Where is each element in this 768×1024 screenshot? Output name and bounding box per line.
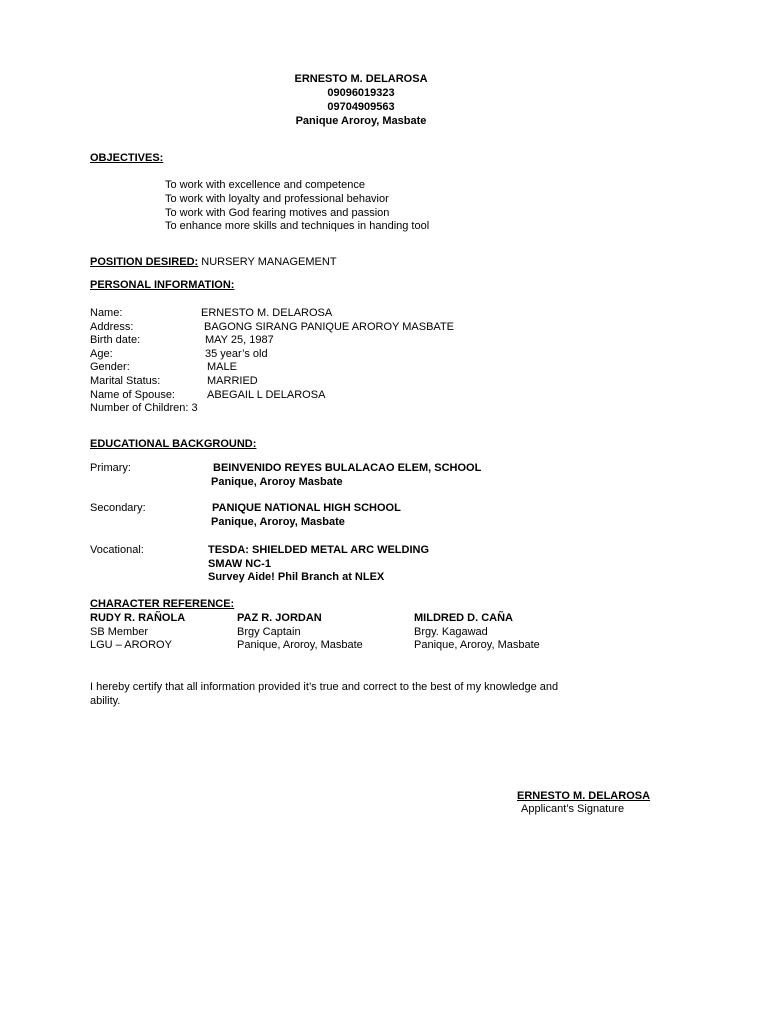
- field-value: MARRIED: [207, 375, 258, 387]
- phone-number-1: 09096019323: [327, 87, 395, 99]
- field-label: Name:: [90, 307, 123, 319]
- field-label: Marital Status:: [90, 375, 161, 387]
- field-value: 35 year’s old: [205, 348, 268, 360]
- personal-info-heading: PERSONAL INFORMATION:: [90, 279, 235, 291]
- field-label: Age:: [90, 348, 113, 360]
- field-value: ERNESTO M. DELAROSA: [201, 307, 333, 319]
- objective-item: To work with excellence and competence: [165, 179, 365, 191]
- signature-caption: Applicant’s Signature: [521, 803, 625, 815]
- objective-item: To work with loyalty and professional behavior: [165, 193, 389, 205]
- phone-number-2: 09704909563: [327, 101, 395, 113]
- position-value: NURSERY MANAGEMENT: [201, 256, 337, 268]
- secondary-school: PANIQUE NATIONAL HIGH SCHOOL: [212, 502, 401, 514]
- position-label: POSITION DESIRED:: [90, 256, 199, 268]
- applicant-name: ERNESTO M. DELAROSA: [294, 73, 428, 85]
- signature-name: ERNESTO M. DELAROSA: [517, 790, 651, 802]
- field-value: MALE: [207, 361, 237, 373]
- field-label: Address:: [90, 321, 134, 333]
- reference-title: Brgy. Kagawad: [414, 626, 488, 638]
- secondary-label: Secondary:: [90, 502, 146, 514]
- objective-item: To enhance more skills and techniques in handing tool: [165, 220, 430, 232]
- reference-name: RUDY R. RAÑOLA: [90, 612, 186, 624]
- children-count: Number of Children: 3: [90, 402, 198, 414]
- field-value: MAY 25, 1987: [205, 334, 274, 346]
- primary-school: BEINVENIDO REYES BULALACAO ELEM, SCHOOL: [213, 462, 482, 474]
- reference-name: PAZ R. JORDAN: [237, 612, 322, 624]
- reference-title: SB Member: [90, 626, 149, 638]
- reference-place: LGU – AROROY: [90, 639, 172, 651]
- vocational-line: SMAW NC-1: [208, 558, 271, 570]
- resume-header: [0, 72, 722, 128]
- position-desired: [90, 255, 337, 269]
- vocational-line: Survey Aide! Phil Branch at NLEX: [208, 571, 385, 583]
- vocational-line: TESDA: SHIELDED METAL ARC WELDING: [208, 544, 430, 556]
- field-label: Gender:: [90, 361, 130, 373]
- reference-name: MILDRED D. CAÑA: [414, 612, 513, 624]
- objectives-heading: OBJECTIVES:: [90, 152, 164, 164]
- certification-line: I hereby certify that all information provided it’s true and correct to the best of my knowledge and: [90, 681, 559, 693]
- field-value: BAGONG SIRANG PANIQUE AROROY MASBATE: [204, 321, 454, 333]
- primary-label: Primary:: [90, 462, 131, 474]
- objective-item: To work with God fearing motives and passion: [165, 207, 390, 219]
- secondary-place: Panique, Aroroy, Masbate: [211, 516, 345, 528]
- vocational-label: Vocational:: [90, 544, 144, 556]
- certification-line: ability.: [90, 695, 121, 707]
- field-label: Name of Spouse:: [90, 389, 175, 401]
- reference-place: Panique, Aroroy, Masbate: [414, 639, 540, 651]
- field-value: ABEGAIL L DELAROSA: [207, 389, 326, 401]
- reference-place: Panique, Aroroy, Masbate: [237, 639, 363, 651]
- reference-heading: CHARACTER REFERENCE:: [90, 598, 235, 610]
- primary-place: Panique, Aroroy Masbate: [211, 476, 343, 488]
- field-label: Birth date:: [90, 334, 141, 346]
- reference-title: Brgy Captain: [237, 626, 301, 638]
- education-heading: EDUCATIONAL BACKGROUND:: [90, 438, 257, 450]
- applicant-location: Panique Aroroy, Masbate: [295, 115, 427, 127]
